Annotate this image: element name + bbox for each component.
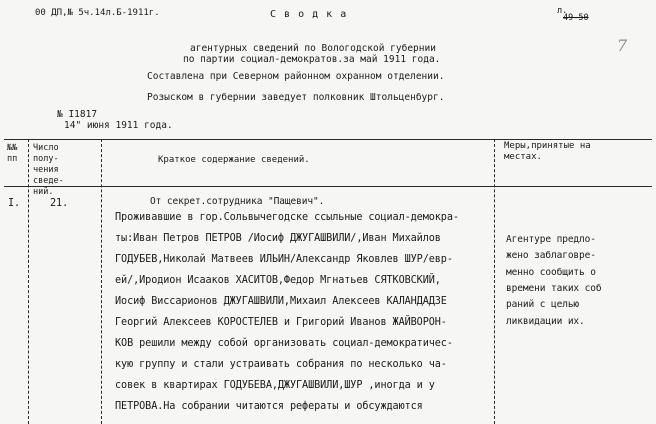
column-divider-1 <box>28 139 29 424</box>
column-header-date: Число полу- чения сведе- ний. <box>33 143 64 197</box>
measures-line: ликвидации их. <box>506 316 585 327</box>
entry-date: 21. <box>50 198 69 209</box>
column-header-number: №№ пп <box>7 143 18 164</box>
entry-text-line: Георгий Алексеев КОРОСТЕЛЕВ и Григорий Иванов ЖАЙВОРОН- <box>115 317 447 328</box>
entry-number: I. <box>8 198 21 209</box>
measures-line: жено заблаговре- <box>506 250 596 261</box>
handwritten-margin-mark: 7 <box>617 36 628 55</box>
title-line-2: по партии социал-демократов.за май 1911 года. <box>183 54 441 65</box>
sheet-label: л. <box>557 6 568 16</box>
entry-text-line: Проживавшие в гор.Сольвычегодске ссыльные социал-демокра- <box>115 212 459 223</box>
measures-line: Агентуре предло- <box>506 234 596 245</box>
column-divider-2 <box>101 139 102 424</box>
entry-text-line: ты:Иван Петров ПЕТРОВ /Иосиф ДЖУГАШВИЛИ/,Иван Михайлов <box>115 233 441 244</box>
entry-text-line: Иосиф Виссарионов ДЖУГАШВИЛИ,Михаил Алексеев КАЛАНДАДЗЕ <box>115 296 447 307</box>
column-header-measures: Меры,принятые на местах. <box>504 141 591 162</box>
column-header-content: Краткое содержание сведений. <box>158 155 310 165</box>
title-line-1: агентурных сведений по Вологодской губернии <box>190 43 436 54</box>
entry-text-line: ГОДУБЕВ,Николай Матвеев ИЛЬИН/Александр Яковлев ШУР/евр- <box>115 254 453 265</box>
compiled-by-line: Составлена при Северном районном охранном отделении. <box>147 71 445 82</box>
sheet-number: 49-50 <box>563 13 589 23</box>
entry-text-line: ей/,Иродион Исааков ХАСИТОВ,Федор Мгнатьев СЯТКОВСКИЙ, <box>115 275 441 286</box>
column-divider-3 <box>494 139 495 424</box>
archive-reference: 00 ДП,№ 5ч.14л.Б-1911г. <box>35 8 160 18</box>
entry-text-line: кую группу и стали устраивать собрания по несколько ча- <box>115 359 447 370</box>
measures-line: времени таких соб <box>506 283 602 294</box>
search-officer-line: Розыском в губернии заведует полковник Штольценбург. <box>147 92 445 103</box>
entry-text-line: КОВ решили между собой организовать социал-демократичес- <box>115 338 453 349</box>
entry-text-line: ПЕТРОВА.На собрании читаются рефераты и обсуждаются <box>115 401 423 412</box>
entry-source: От секрет.сотрудника "Пащевич". <box>150 196 325 207</box>
document-heading: С в о д к а <box>270 9 348 20</box>
document-number: № I1817 <box>57 109 98 120</box>
measures-line: раний с целью <box>506 299 580 310</box>
document-date: 14" июня 1911 года. <box>64 120 173 131</box>
measures-line: менно сообщить о <box>506 267 596 278</box>
entry-text-line: совек в квартирах ГОДУБЕВА,ДЖУГАШВИЛИ,ШУР ,иногда и у <box>115 380 435 391</box>
